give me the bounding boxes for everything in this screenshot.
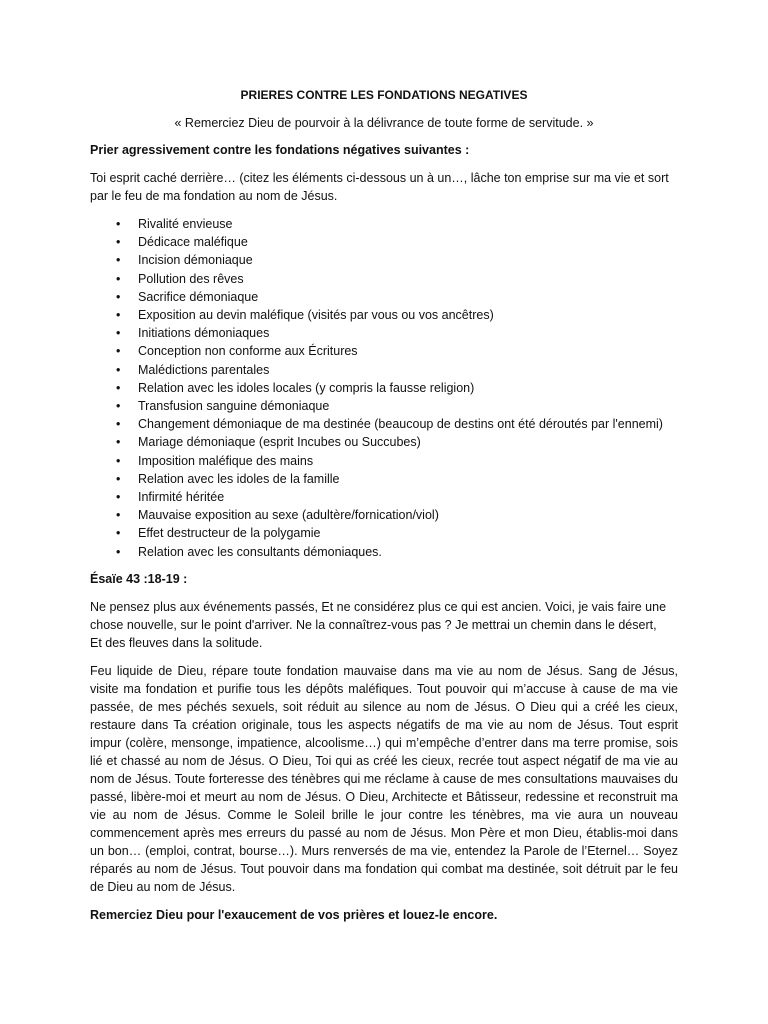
bullet-icon: • [116,417,121,432]
bullet-icon: • [116,471,121,486]
bullet-icon: • [116,526,121,541]
bullet-icon: • [116,380,121,395]
list-item [90,543,678,561]
list-item [90,415,678,433]
bullet-icon: • [116,217,121,231]
bullet-icon: • [116,326,121,341]
bullet-icon: • [116,235,121,250]
bullet-icon: • [116,435,121,450]
foundation-list [90,215,678,561]
list-item [90,324,678,342]
list-item [90,524,678,542]
verse-text [90,598,678,652]
list-item-label: Sacrifice démoniaque [138,289,259,304]
bullet-icon: • [116,399,121,414]
list-item [90,215,678,233]
bullet-icon: • [116,344,121,359]
list-item [90,397,678,415]
list-item-label: Exposition au devin maléfique (visités par vous ou vos ancêtres) [138,308,494,323]
bullet-icon: • [116,253,121,268]
verse-line: Et des fleuves dans la solitude. [90,635,263,650]
list-item-label: Dédicace maléfique [138,235,248,250]
list-item [90,433,678,451]
bullet-icon: • [116,271,121,286]
verse-line: Ne pensez plus aux événements passés, Et ne considérez plus ce qui est ancien. Voici, je vais faire une chose nouvelle, sur le point d'arriver. Ne la connaîtrez-vous pas ? Je mettrai un chemin dans le désert, [90,599,667,632]
bullet-icon: • [116,544,121,559]
list-item-label: Mauvaise exposition au sexe (adultère/fornication/viol) [138,508,439,523]
list-item-label: Mariage démoniaque (esprit Incubes ou Succubes) [138,435,421,450]
list-item-label: Pollution des rêves [138,271,244,286]
list-item-label: Relation avec les idoles de la famille [138,471,340,486]
list-item [90,488,678,506]
list-item [90,361,678,379]
list-item [90,452,678,470]
intro-instruction: Prier agressivement contre les fondations négatives suivantes : [90,143,470,157]
list-item [90,233,678,251]
list-item-label: Transfusion sanguine démoniaque [138,399,330,414]
bullet-icon: • [116,490,121,505]
list-item [90,288,678,306]
bullet-icon: • [116,362,121,377]
list-item-label: Relation avec les consultants démoniaques. [138,544,382,559]
intro-paragraph: Toi esprit caché derrière… (citez les éléments ci-dessous un à un…, lâche ton emprise sur ma vie et sort par le feu de ma fondation au nom de Jésus. [90,171,669,203]
document-page [90,86,678,934]
list-item [90,506,678,524]
list-item-label: Incision démoniaque [138,253,253,268]
closing-line: Remerciez Dieu pour l'exaucement de vos prières et louez-le encore. [90,907,498,922]
bullet-icon: • [116,308,121,323]
list-item [90,342,678,360]
bullet-icon: • [116,289,121,304]
document-title: PRIERES CONTRE LES FONDATIONS NEGATIVES [240,88,528,102]
document-subtitle: « Remerciez Dieu de pourvoir à la délivrance de toute forme de servitude. » [174,116,594,130]
list-item-label: Rivalité envieuse [138,217,233,231]
list-item-label: Changement démoniaque de ma destinée (beaucoup de destins ont été déroutés par l'ennemi) [138,417,663,432]
list-item [90,251,678,269]
list-item-label: Imposition maléfique des mains [138,453,314,468]
bullet-icon: • [116,508,121,523]
verse-reference: Ésaïe 43 :18-19 : [90,571,188,586]
list-item [90,470,678,488]
list-item-label: Initiations démoniaques [138,326,270,341]
list-item-label: Relation avec les idoles locales (y compris la fausse religion) [138,380,475,395]
prayer-paragraph: Feu liquide de Dieu, répare toute fondation mauvaise dans ma vie au nom de Jésus. Sang de Jésus, visite ma fondation et purifie tous les dépôts maléfiques. Tout pouvoir qui m’accuse à cause de ma vie passée, de mes péchés sexuels, soit réduit au silence au nom de Jésus. O Dieu qui a créé les cieux, restaure dans Ta création originale, tous les aspects négatifs de ma vie au nom de Jésus. Tout esprit impur (colère, mensonge, impatience, alcoolisme…) qui m’empêche d’entrer dans ma terre promise, sois lié et chassé au nom de Jésus. O Dieu, Toi qui as créé les cieux, recrée tout aspect négatif de ma vie au nom de Jésus. Toute forteresse des ténèbres qui me réclame à cause de mes consultations mauvaises du passé, libère-moi et meurt au nom de Jésus. O Dieu, Architecte et Bâtisseur, redessine et reconstruit ma vie au nom de Jésus. Comme le Soleil brille le jour contre les ténèbres, ma vie aura un nouveau commencement après mes erreurs du passé au nom de Jésus. Mon Père et mon Dieu, établis-moi dans un bon… (emploi, contrat, bourse…). Murs renversés de ma vie, entendez la Parole de l’Eternel… Soyez réparés au nom de Jésus. Tout pouvoir dans ma fondation qui combat ma destinée, soit détruit par le feu de Dieu au nom de Jésus. [90,663,678,894]
list-item-label: Infirmité héritée [138,490,225,505]
list-item-label: Malédictions parentales [138,362,270,377]
list-item [90,379,678,397]
list-item [90,306,678,324]
list-item-label: Conception non conforme aux Écritures [138,344,358,359]
bullet-icon: • [116,453,121,468]
list-item [90,270,678,288]
list-item-label: Effet destructeur de la polygamie [138,526,321,541]
